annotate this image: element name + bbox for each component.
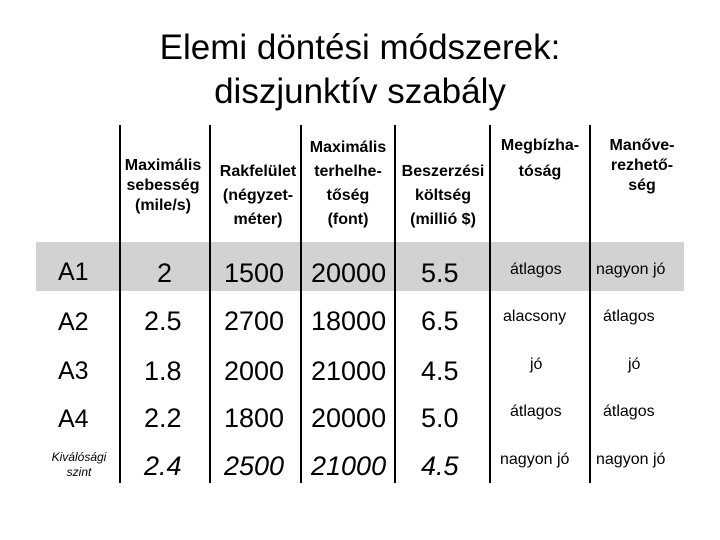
quality-label-line: szint bbox=[66, 465, 92, 479]
row-label: A4 bbox=[58, 405, 89, 433]
table-cell: 1800 bbox=[224, 403, 285, 433]
header-text: (font) bbox=[327, 211, 369, 228]
table-cell: 2000 bbox=[224, 356, 285, 386]
header-text: méter) bbox=[233, 211, 283, 228]
column-divider bbox=[300, 125, 302, 483]
table-cell: 2.4 bbox=[144, 451, 182, 481]
table-cell: nagyon jó bbox=[596, 451, 666, 468]
header-text: ség bbox=[628, 177, 656, 194]
header-maneuverability bbox=[592, 110, 692, 216]
table-cell: 4.5 bbox=[421, 356, 459, 386]
header-text: Manőve- bbox=[609, 137, 675, 154]
table-cell: jó bbox=[628, 356, 641, 373]
table-cell: 21000 bbox=[311, 451, 387, 481]
table-cell: átlagos bbox=[603, 308, 655, 325]
header-cargo-area bbox=[210, 124, 306, 230]
table-cell: átlagos bbox=[603, 403, 655, 420]
table-cell: 2500 bbox=[224, 451, 285, 481]
table-cell: 2700 bbox=[224, 306, 285, 336]
table-cell: alacsony bbox=[503, 308, 567, 325]
table-cell: 4.5 bbox=[421, 451, 459, 481]
row-label: A1 bbox=[58, 258, 89, 286]
table-cell: 2.5 bbox=[144, 306, 182, 336]
table-cell: 5.5 bbox=[421, 258, 459, 288]
table-cell: 6.5 bbox=[421, 306, 459, 336]
table-cell: 2.2 bbox=[144, 403, 182, 433]
table-cell: 21000 bbox=[311, 356, 387, 386]
table-cell: 20000 bbox=[311, 403, 387, 433]
table-cell: 1.8 bbox=[144, 356, 182, 386]
column-divider bbox=[589, 125, 591, 483]
page-title bbox=[0, 26, 720, 114]
header-text: sebesség bbox=[126, 177, 200, 194]
header-text: Rakfelület bbox=[219, 163, 297, 180]
table-cell: átlagos bbox=[510, 403, 562, 420]
header-text: rezhető- bbox=[610, 157, 674, 174]
header-text: Maximális bbox=[309, 139, 387, 156]
header-text: költség bbox=[414, 187, 471, 204]
header-text: (millió $) bbox=[410, 211, 476, 228]
table-cell: 1500 bbox=[224, 258, 285, 288]
quality-label-line: Kiválósági bbox=[51, 450, 107, 464]
header-text: (mile/s) bbox=[134, 197, 191, 214]
column-divider bbox=[489, 125, 491, 483]
header-text: tóság bbox=[518, 163, 562, 180]
table-cell: 2 bbox=[157, 258, 173, 288]
header-max-load bbox=[300, 124, 396, 230]
header-text: Megbízha- bbox=[500, 137, 580, 154]
table-cell: 18000 bbox=[311, 306, 387, 336]
header-reliability bbox=[492, 110, 588, 216]
header-text: Maximális bbox=[124, 157, 202, 174]
table-cell: nagyon jó bbox=[596, 261, 666, 278]
table-cell: 20000 bbox=[311, 258, 387, 288]
header-text: Beszerzési bbox=[401, 163, 485, 180]
table-cell: átlagos bbox=[510, 261, 562, 278]
header-text: terhelhe- bbox=[314, 163, 382, 180]
header-text: tőség bbox=[326, 187, 370, 204]
table-cell: nagyon jó bbox=[500, 451, 570, 468]
column-divider bbox=[209, 125, 211, 483]
row-label: A3 bbox=[58, 357, 89, 385]
row-label: A2 bbox=[58, 308, 89, 336]
header-max-speed bbox=[117, 124, 209, 230]
column-divider bbox=[394, 125, 396, 483]
table-cell: jó bbox=[530, 356, 543, 373]
quality-row-label bbox=[40, 450, 118, 480]
title-line-2: diszjunktív szabály bbox=[214, 72, 506, 111]
header-text: (négyzet- bbox=[222, 187, 294, 204]
title-line-1: Elemi döntési módszerek: bbox=[159, 28, 561, 67]
column-divider bbox=[119, 125, 121, 483]
header-purchase-cost bbox=[394, 124, 492, 230]
table-cell: 5.0 bbox=[421, 403, 459, 433]
